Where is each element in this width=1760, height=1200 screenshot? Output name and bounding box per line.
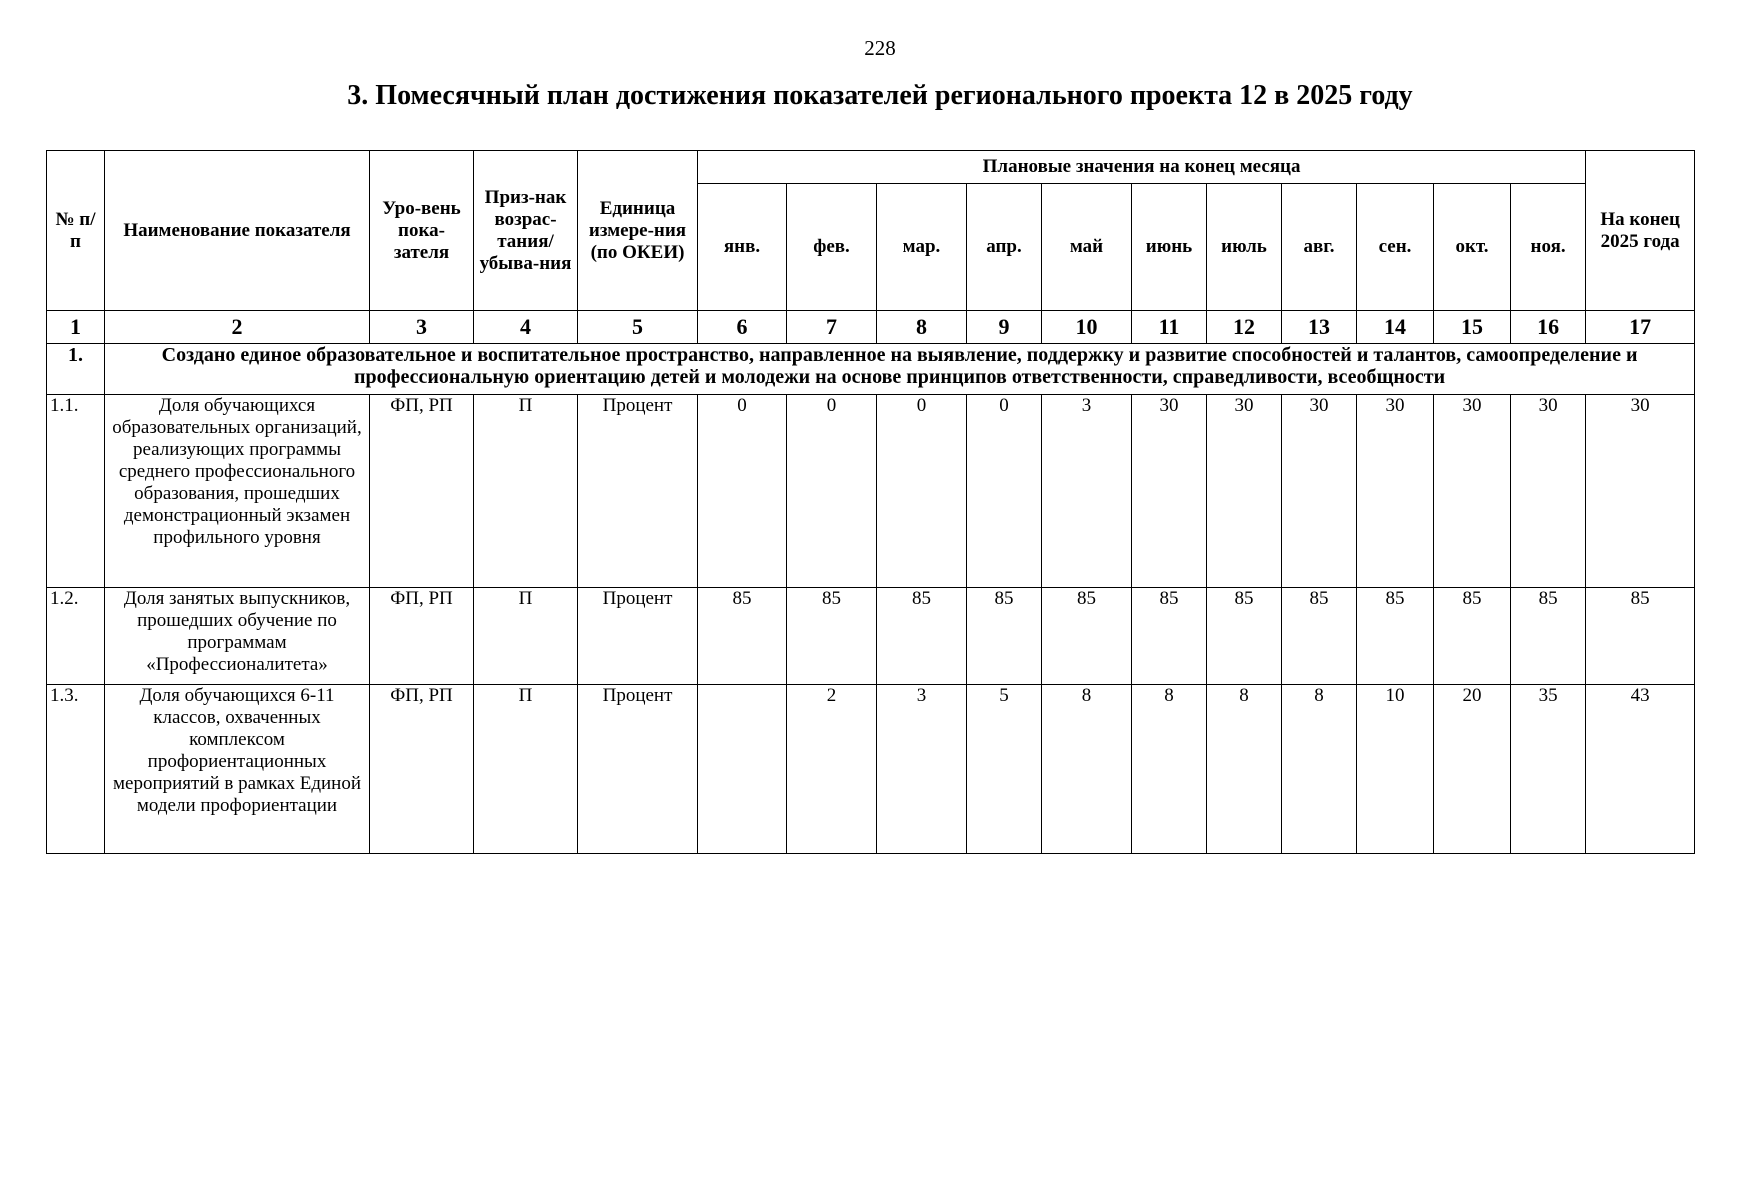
header-month: май — [1042, 184, 1132, 311]
indicator-unit: Процент — [578, 685, 698, 854]
indicator-name: Доля обучающихся образовательных организаций, реализующих программы среднего профессионального образования, прошедших демонстрационный экзамен профильного уровня — [105, 395, 370, 588]
month-value: 30 — [1207, 395, 1282, 588]
table-row — [47, 395, 1695, 588]
indicator-sign: П — [474, 588, 578, 685]
header-year-end: На конец 2025 года — [1586, 151, 1695, 311]
column-number: 12 — [1207, 311, 1282, 344]
header-month: сен. — [1357, 184, 1434, 311]
year-end-value: 43 — [1586, 685, 1695, 854]
section-number: 1. — [47, 344, 105, 395]
header-month: июль — [1207, 184, 1282, 311]
month-value: 85 — [787, 588, 877, 685]
column-number: 7 — [787, 311, 877, 344]
header-unit: Единица измере-ния (по ОКЕИ) — [578, 151, 698, 311]
section-row — [47, 344, 1695, 395]
month-value: 85 — [967, 588, 1042, 685]
month-value: 85 — [1357, 588, 1434, 685]
month-value: 35 — [1511, 685, 1586, 854]
month-value — [698, 685, 787, 854]
month-value: 2 — [787, 685, 877, 854]
header-month: ноя. — [1511, 184, 1586, 311]
month-value: 8 — [1207, 685, 1282, 854]
column-number: 5 — [578, 311, 698, 344]
month-value: 85 — [1042, 588, 1132, 685]
column-number: 13 — [1282, 311, 1357, 344]
year-end-value: 85 — [1586, 588, 1695, 685]
month-value: 85 — [1132, 588, 1207, 685]
year-end-value: 30 — [1586, 395, 1695, 588]
column-number: 6 — [698, 311, 787, 344]
row-number: 1.2. — [47, 588, 105, 685]
page-title: 3. Помесячный план достижения показателей регионального проекта 12 в 2025 году — [347, 80, 1413, 111]
column-number-row — [47, 311, 1695, 344]
month-value: 30 — [1357, 395, 1434, 588]
section-title: Создано единое образовательное и воспитательное пространство, направленное на выявление, поддержку и развитие способностей и талантов, самоопределение и профессиональную ориентацию детей и молодежи на основе принципов ответственности, справедливости, всеобщности — [105, 344, 1695, 395]
month-value: 8 — [1282, 685, 1357, 854]
indicator-level: ФП, РП — [370, 685, 474, 854]
column-number: 9 — [967, 311, 1042, 344]
month-value: 3 — [877, 685, 967, 854]
month-value: 85 — [1282, 588, 1357, 685]
month-value: 85 — [1434, 588, 1511, 685]
month-value: 10 — [1357, 685, 1434, 854]
row-number: 1.1. — [47, 395, 105, 588]
column-number: 3 — [370, 311, 474, 344]
row-number: 1.3. — [47, 685, 105, 854]
column-number: 14 — [1357, 311, 1434, 344]
header-month: авг. — [1282, 184, 1357, 311]
column-number: 16 — [1511, 311, 1586, 344]
column-number: 15 — [1434, 311, 1511, 344]
header-month: фев. — [787, 184, 877, 311]
month-value: 0 — [877, 395, 967, 588]
header-month: янв. — [698, 184, 787, 311]
header-name: Наименование показателя — [105, 151, 370, 311]
month-value: 0 — [787, 395, 877, 588]
header-num: № п/п — [47, 151, 105, 311]
month-value: 85 — [1207, 588, 1282, 685]
month-value: 0 — [967, 395, 1042, 588]
month-value: 30 — [1434, 395, 1511, 588]
header-month: июнь — [1132, 184, 1207, 311]
header-planned-values: Плановые значения на конец месяца — [698, 151, 1586, 184]
column-number: 8 — [877, 311, 967, 344]
header-month: апр. — [967, 184, 1042, 311]
month-value: 20 — [1434, 685, 1511, 854]
month-value: 85 — [698, 588, 787, 685]
header-sign: Приз-нак возрас-тания/ убыва-ния — [474, 151, 578, 311]
column-number: 17 — [1586, 311, 1695, 344]
column-number: 11 — [1132, 311, 1207, 344]
month-value: 85 — [1511, 588, 1586, 685]
indicator-sign: П — [474, 395, 578, 588]
column-number: 2 — [105, 311, 370, 344]
table-row — [47, 588, 1695, 685]
month-value: 85 — [877, 588, 967, 685]
header-month: мар. — [877, 184, 967, 311]
month-value: 30 — [1132, 395, 1207, 588]
month-value: 30 — [1282, 395, 1357, 588]
month-value: 5 — [967, 685, 1042, 854]
indicator-level: ФП, РП — [370, 395, 474, 588]
month-value: 0 — [698, 395, 787, 588]
month-value: 8 — [1132, 685, 1207, 854]
indicator-name: Доля обучающихся 6-11 классов, охваченных комплексом профориентационных мероприятий в рамках Единой модели профориентации — [105, 685, 370, 854]
column-number: 4 — [474, 311, 578, 344]
page-number: 228 — [864, 36, 896, 60]
indicator-sign: П — [474, 685, 578, 854]
indicator-name: Доля занятых выпускников, прошедших обучение по программам «Профессионалитета» — [105, 588, 370, 685]
header-level: Уро-вень пока-зателя — [370, 151, 474, 311]
table-row — [47, 685, 1695, 854]
column-number: 10 — [1042, 311, 1132, 344]
month-value: 3 — [1042, 395, 1132, 588]
indicator-level: ФП, РП — [370, 588, 474, 685]
header-month: окт. — [1434, 184, 1511, 311]
indicator-unit: Процент — [578, 588, 698, 685]
month-value: 30 — [1511, 395, 1586, 588]
indicator-unit: Процент — [578, 395, 698, 588]
month-value: 8 — [1042, 685, 1132, 854]
indicators-table — [46, 150, 1695, 854]
column-number: 1 — [47, 311, 105, 344]
